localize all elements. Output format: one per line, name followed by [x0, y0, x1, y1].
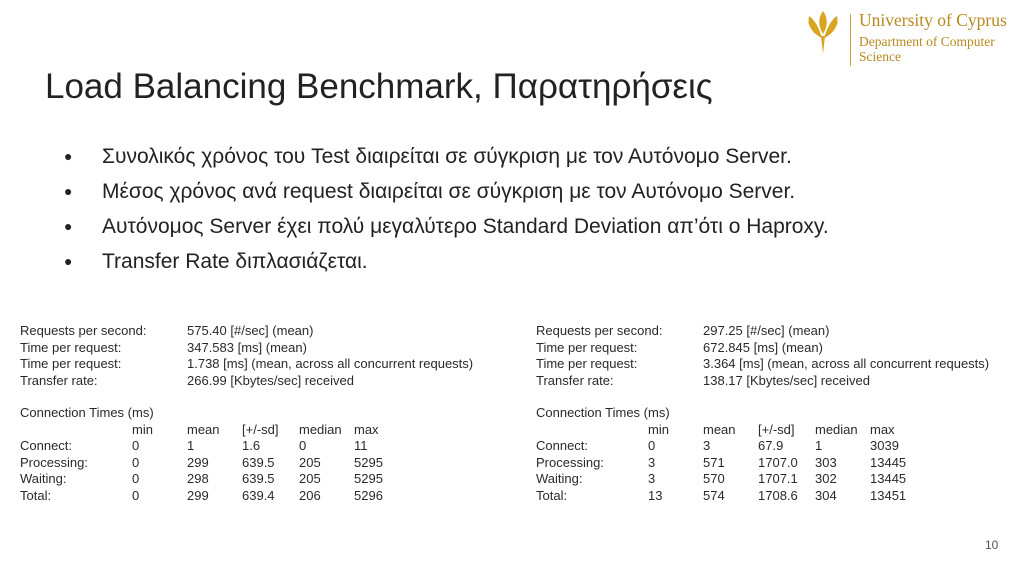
- stat-label: Time per request:: [536, 339, 638, 355]
- table-cell: 571: [703, 454, 725, 470]
- table-cell: 206: [299, 487, 321, 503]
- logo-department-line2: Science: [859, 49, 901, 64]
- bullet-item: ● Αυτόνομος Server έχει πολύ μεγαλύτερο Standard Deviation απ’ότι ο Haproxy.: [64, 209, 984, 244]
- table-cell: 639.5: [242, 471, 275, 486]
- stat-row: [20, 339, 307, 357]
- stat-label: Transfer rate:: [20, 372, 98, 388]
- benchmark-right: [536, 323, 990, 504]
- table-cell: Waiting:: [20, 471, 67, 486]
- table-cell: Total:: [536, 487, 568, 503]
- stat-label: Requests per second:: [536, 323, 663, 338]
- col-header: [+/-sd]: [758, 421, 795, 437]
- connection-times-title: Connection Times (ms): [536, 405, 670, 420]
- col-header: max: [354, 421, 379, 437]
- table-cell: 298: [187, 471, 209, 486]
- stat-row: [20, 372, 354, 390]
- col-header: mean: [703, 421, 736, 437]
- bullet-item: ● Συνολικός χρόνος του Test διαιρείται σε σύγκριση με τον Αυτόνομο Server.: [64, 139, 984, 174]
- connection-times-header: [20, 421, 379, 439]
- table-row: [20, 438, 368, 455]
- table-cell: 299: [187, 454, 209, 470]
- table-cell: 13451: [870, 487, 907, 503]
- table-cell: 0: [132, 438, 140, 453]
- table-cell: 0: [132, 471, 140, 486]
- table-cell: 13445: [870, 471, 907, 486]
- stat-label: Time per request:: [536, 356, 638, 371]
- table-row: [536, 471, 907, 488]
- table-cell: 3: [648, 471, 656, 486]
- table-cell: 11: [354, 438, 368, 453]
- table-cell: 570: [703, 471, 725, 486]
- table-cell: 299: [187, 487, 209, 503]
- bullet-item: ● Μέσος χρόνος ανά request διαιρείται σε σύγκριση με τον Αυτόνομο Server.: [64, 174, 984, 209]
- logo-divider: [850, 14, 851, 66]
- stat-label: Transfer rate:: [536, 372, 614, 388]
- connection-times-title: Connection Times (ms): [20, 405, 154, 420]
- table-cell: Processing:: [20, 454, 88, 470]
- table-row: [20, 487, 383, 505]
- table-cell: 1707.1: [758, 471, 798, 486]
- table-cell: 0: [299, 438, 307, 453]
- table-cell: 5295: [354, 454, 383, 470]
- table-cell: 67.9: [758, 438, 784, 453]
- table-cell: 3: [703, 438, 711, 453]
- stat-row: [536, 323, 830, 340]
- table-cell: 303: [815, 454, 837, 470]
- stat-label: Time per request:: [20, 339, 122, 355]
- stat-row: [536, 356, 990, 373]
- table-cell: 1.6: [242, 438, 261, 453]
- table-cell: 1708.6: [758, 487, 798, 503]
- table-row: [536, 487, 907, 505]
- table-cell: 3039: [870, 438, 899, 453]
- table-cell: 302: [815, 471, 837, 486]
- col-header: min: [648, 421, 669, 437]
- logo-department-line1: Department of Computer: [859, 33, 995, 49]
- table-cell: Waiting:: [536, 471, 583, 486]
- slide-title: Load Balancing Benchmark, Παρατηρήσεις: [45, 67, 713, 106]
- bullet-list: [64, 139, 984, 279]
- table-cell: 13: [648, 487, 663, 503]
- table-cell: 1707.0: [758, 454, 798, 470]
- stat-value: 297.25 [#/sec] (mean): [703, 323, 830, 338]
- table-row: [20, 454, 383, 472]
- table-cell: 0: [648, 438, 656, 453]
- table-cell: 1: [187, 438, 195, 453]
- col-header: [+/-sd]: [242, 421, 279, 437]
- stat-label: Time per request:: [20, 356, 122, 371]
- table-cell: 205: [299, 454, 321, 470]
- table-cell: 0: [132, 454, 140, 470]
- col-header: median: [815, 421, 858, 437]
- table-cell: 1: [815, 438, 823, 453]
- olive-branch-icon: [803, 10, 843, 54]
- logo-university-name: University of Cyprus: [859, 10, 1007, 30]
- table-cell: 639.4: [242, 487, 275, 503]
- table-cell: 3: [648, 454, 656, 470]
- table-cell: 574: [703, 487, 725, 503]
- stat-row: [536, 339, 823, 357]
- table-cell: Processing:: [536, 454, 604, 470]
- table-cell: 5295: [354, 471, 383, 486]
- table-cell: Connect:: [20, 438, 73, 453]
- stat-value: 3.364 [ms] (mean, across all concurrent requests): [703, 356, 990, 371]
- col-header: mean: [187, 421, 220, 437]
- stat-value: 672.845 [ms] (mean): [703, 339, 823, 355]
- table-cell: Total:: [20, 487, 52, 503]
- stat-value: 138.17 [Kbytes/sec] received: [703, 372, 870, 388]
- stat-value: 266.99 [Kbytes/sec] received: [187, 372, 354, 388]
- logo-text: [859, 12, 1007, 64]
- bullet-item: ● Transfer Rate διπλασιάζεται.: [64, 244, 984, 279]
- col-header: median: [299, 421, 342, 437]
- table-cell: 13445: [870, 454, 907, 470]
- table-row: [20, 471, 383, 488]
- table-cell: 304: [815, 487, 837, 503]
- stat-row: [536, 372, 870, 390]
- table-cell: 639.5: [242, 454, 275, 470]
- table-row: [536, 438, 899, 455]
- benchmark-left: [20, 323, 474, 504]
- stat-label: Requests per second:: [20, 323, 147, 338]
- page-number: 10: [985, 538, 999, 552]
- table-cell: 0: [132, 487, 140, 503]
- stat-row: [20, 356, 474, 373]
- stat-value: 1.738 [ms] (mean, across all concurrent requests): [187, 356, 474, 371]
- table-cell: 205: [299, 471, 321, 486]
- col-header: min: [132, 421, 153, 437]
- connection-times-header: [536, 421, 895, 439]
- table-row: [536, 454, 907, 472]
- table-cell: 5296: [354, 487, 383, 503]
- table-cell: Connect:: [536, 438, 589, 453]
- stat-value: 347.583 [ms] (mean): [187, 339, 307, 355]
- col-header: max: [870, 421, 895, 437]
- stat-row: [20, 323, 314, 340]
- stat-value: 575.40 [#/sec] (mean): [187, 323, 314, 338]
